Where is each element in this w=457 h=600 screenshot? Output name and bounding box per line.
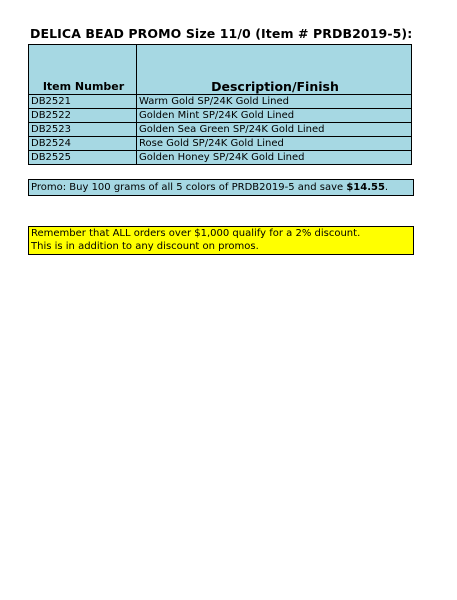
item-number-cell: DB2525 [29,151,137,165]
description-cell: Golden Mint SP/24K Gold Lined [137,109,412,123]
column-header-description: Description/Finish [137,45,412,95]
discount-notice-line-2: This is in addition to any discount on promos. [31,241,259,252]
description-cell: Golden Honey SP/24K Gold Lined [137,151,412,165]
promo-text: Promo: Buy 100 grams of all 5 colors of PRDB2019-5 and save [31,182,347,193]
table-row [29,123,412,137]
item-number-cell: DB2524 [29,137,137,151]
product-table [28,44,412,165]
description-cell: Golden Sea Green SP/24K Gold Lined [137,123,412,137]
description-cell: Rose Gold SP/24K Gold Lined [137,137,412,151]
item-number-cell: DB2522 [29,109,137,123]
table-row [29,95,412,109]
table-row [29,137,412,151]
discount-notice-box [28,226,414,255]
page-title: DELICA BEAD PROMO Size 11/0 (Item # PRDB2019-5): [30,26,413,41]
item-number-cell: DB2521 [29,95,137,109]
promo-suffix: . [384,182,389,193]
table-row [29,109,412,123]
promo-box [28,179,414,196]
item-number-cell: DB2523 [29,123,137,137]
table-row [29,151,412,165]
column-header-item-number: Item Number [29,45,137,95]
description-cell: Warm Gold SP/24K Gold Lined [137,95,412,109]
table-header-row [29,45,412,95]
discount-notice-line-1: Remember that ALL orders over $1,000 qualify for a 2% discount. [31,228,361,239]
promo-savings-amount: $14.55 [346,182,385,193]
